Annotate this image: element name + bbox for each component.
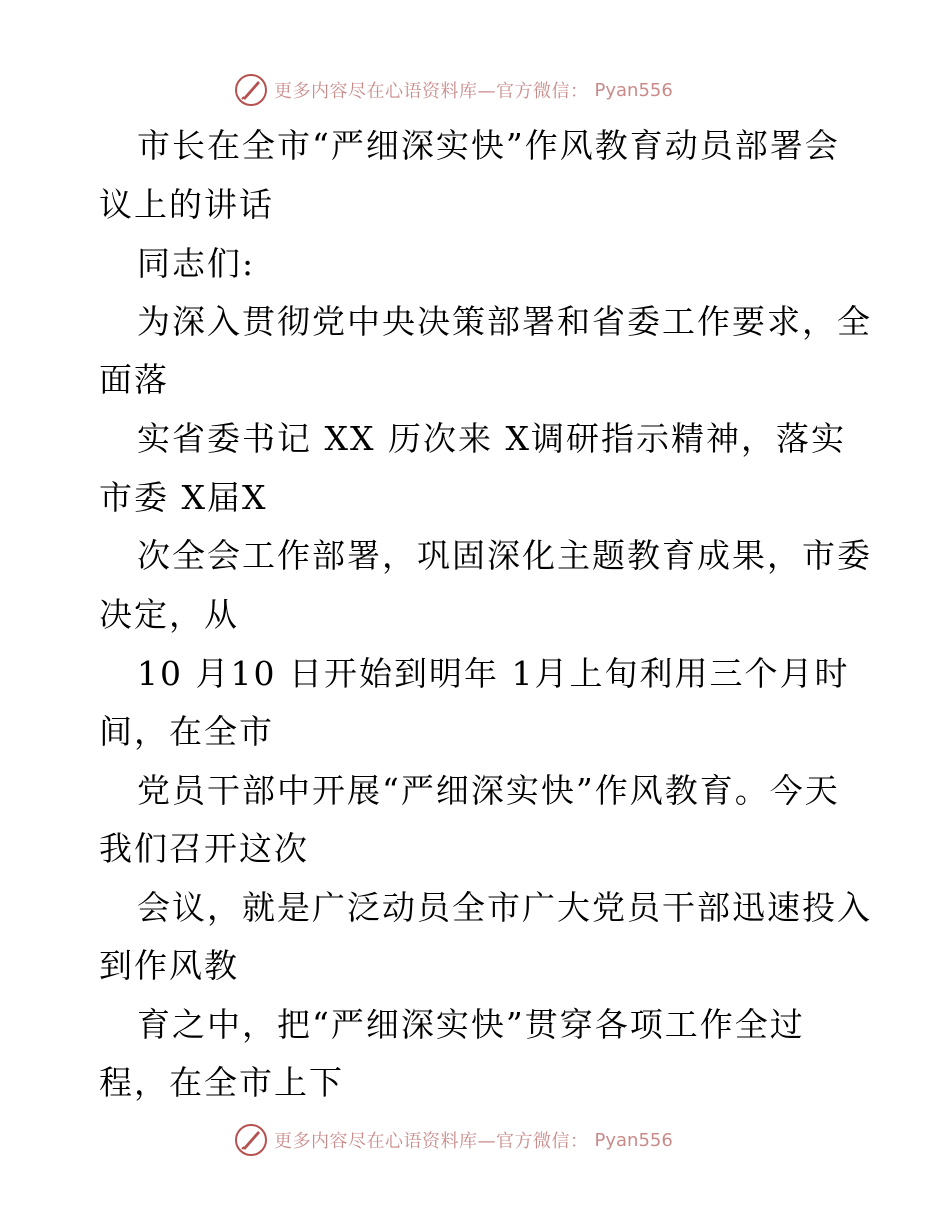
watermark-text: 更多内容尽在心语资料库—官方微信：	[274, 1131, 589, 1152]
quill-logo-icon	[234, 73, 268, 107]
body-line: 程，在全市上下	[99, 1063, 344, 1102]
title-line-2: 议上的讲话	[99, 185, 274, 224]
body-line: 为深入贯彻党中央决策部署和省委工作要求，全	[137, 302, 872, 341]
body-line: 市委 X届X	[99, 478, 268, 517]
salutation: 同志们:	[137, 244, 256, 283]
quill-logo-icon	[234, 1123, 268, 1157]
body-line: 10 月10 日开始到明年 1月上旬利用三个月时	[137, 654, 850, 693]
body-line: 到作风教	[99, 946, 239, 985]
body-line: 决定，从	[99, 595, 239, 634]
body-line: 我们召开这次	[99, 829, 309, 868]
body-line: 次全会工作部署，巩固深化主题教育成果，市委	[137, 536, 872, 575]
watermark-account: Pyan556	[594, 79, 673, 101]
body-line: 间，在全市	[99, 712, 274, 751]
footer-watermark	[234, 1122, 673, 1158]
body-line: 会议，就是广泛动员全市广大党员干部迅速投入	[137, 888, 872, 927]
title-line-1: 市长在全市“严细深实快”作风教育动员部署会	[137, 126, 840, 165]
body-line: 党员干部中开展“严细深实快”作风教育。今天	[137, 771, 840, 810]
body-line: 育之中，把“严细深实快”贯穿各项工作全过	[137, 1005, 805, 1044]
body-line: 实省委书记 XX 历次来 X调研指示精神，落实	[137, 419, 846, 458]
body-line: 面落	[99, 360, 169, 399]
watermark-text: 更多内容尽在心语资料库—官方微信：	[274, 81, 589, 102]
header-watermark	[234, 72, 673, 108]
watermark-account: Pyan556	[594, 1129, 673, 1151]
